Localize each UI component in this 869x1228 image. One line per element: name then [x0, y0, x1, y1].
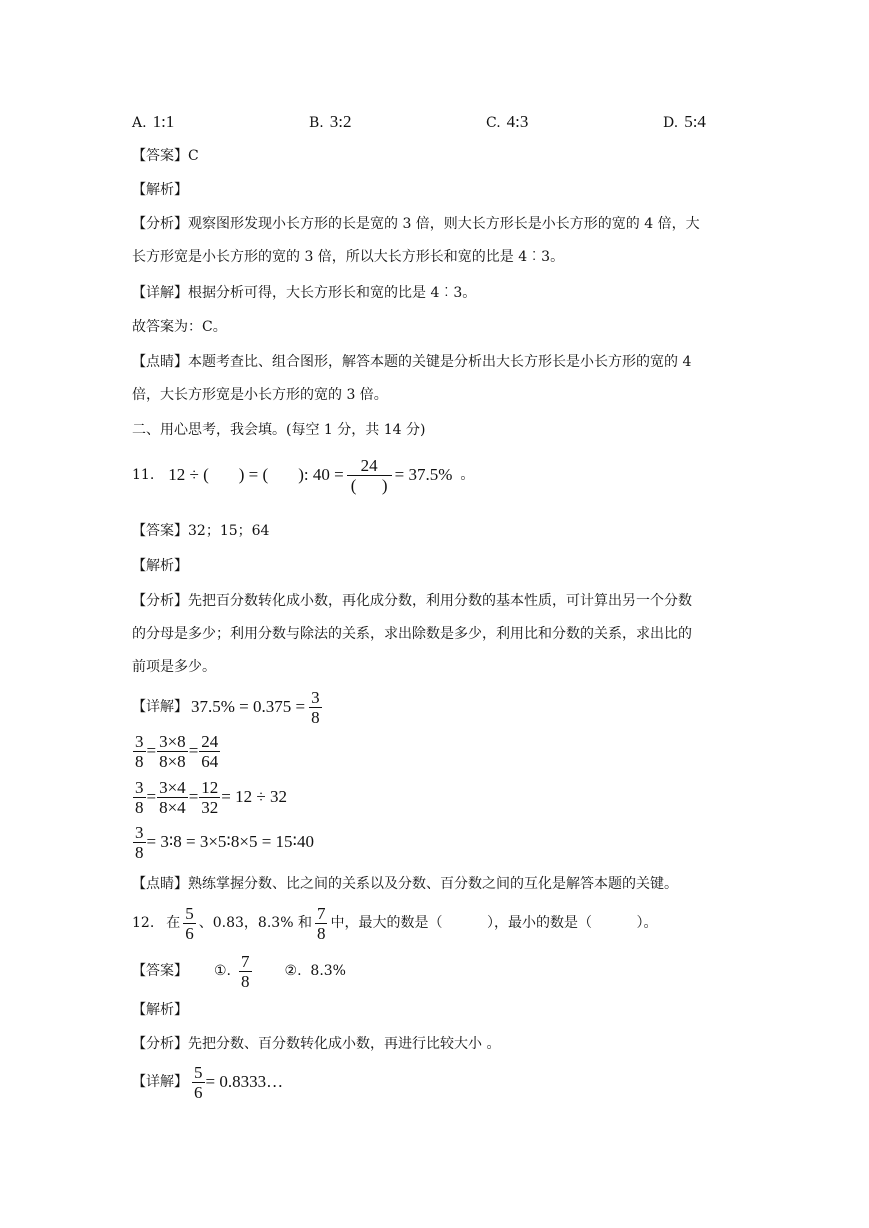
- q12-answer: [132, 950, 346, 992]
- answer-mark-1: ①.: [214, 963, 232, 979]
- option-d: [663, 112, 706, 132]
- q12-fraction: [315, 904, 328, 943]
- detail-expr: = 12 ÷ 32: [221, 787, 287, 806]
- q11-expr-a: 12 ÷ (: [168, 465, 209, 484]
- fraction-denominator: 8: [311, 707, 320, 727]
- option-letter: C.: [486, 115, 501, 131]
- answer-fraction: [239, 952, 252, 991]
- q11-question: [132, 452, 474, 498]
- q10-conclusion: 故答案为：C。: [132, 319, 227, 335]
- q12-question: [132, 902, 657, 944]
- q12-pre: 在: [166, 915, 181, 931]
- option-b: [309, 112, 351, 132]
- detail-expr: = 0.8333…: [205, 1072, 284, 1091]
- fraction-denominator: 8×4: [159, 797, 186, 817]
- q12-fraction: [183, 904, 196, 943]
- detail-fraction: [199, 732, 220, 771]
- q12-jiexi: 【解析】: [132, 1002, 188, 1018]
- fraction-numerator: 3: [135, 822, 144, 842]
- q11-expr-c: ): 40 =: [298, 465, 344, 484]
- option-letter: B.: [309, 115, 324, 131]
- option-value: 1:1: [152, 112, 175, 131]
- fraction-denominator: ( ): [350, 475, 388, 495]
- q11-analysis-line1: 【分析】先把百分数转化成小数，再化成分数，利用分数的基本性质，可计算出另一个分数: [132, 593, 692, 609]
- detail-fraction: [157, 732, 188, 771]
- fraction-denominator: 8: [241, 971, 250, 991]
- q11-detail-line4: [132, 821, 314, 863]
- q10-comment-line2: 倍，大长方形宽是小长方形的宽的 3 倍。: [132, 387, 388, 403]
- option-value: 3:2: [329, 112, 352, 131]
- q11-comment: 【点睛】熟练掌握分数、比之间的关系以及分数、百分数之间的互化是解答本题的关键。: [132, 876, 678, 892]
- option-letter: A.: [132, 115, 147, 131]
- q10-analysis-line2: 长方形宽是小长方形的宽的 3 倍，所以大长方形长和宽的比是 4︰3。: [132, 249, 565, 265]
- q11-jiexi: 【解析】: [132, 558, 188, 574]
- q11-analysis-line3: 前项是多少。: [132, 659, 216, 675]
- detail-fraction: [309, 688, 322, 727]
- q10-jiexi: 【解析】: [132, 182, 188, 198]
- fraction-numerator: 3: [135, 777, 144, 797]
- q10-detail: 【详解】根据分析可得，大长方形长和宽的比是 4︰3。: [132, 285, 477, 301]
- q11-fraction: [347, 456, 392, 495]
- q11-expr-d: = 37.5%: [394, 465, 453, 484]
- fraction-numerator: 24: [201, 731, 219, 751]
- option-value: 4:3: [506, 112, 529, 131]
- detail-fraction: [133, 778, 146, 817]
- answer-label: 【答案】: [132, 963, 188, 979]
- q11-tail: 。: [460, 467, 475, 483]
- q11-expr-b: ) = (: [238, 465, 269, 484]
- q10-comment-line1: 【点睛】本题考查比、组合图形，解答本题的关键是分析出大长方形长是小长方形的宽的 4: [132, 354, 692, 370]
- q12-post: 中，最大的数是（ ），最小的数是（ ）。: [330, 915, 658, 931]
- fraction-numerator: 3×8: [159, 731, 186, 751]
- detail-expr: = 3∶8 = 3×5∶8×5 = 15∶40: [146, 832, 314, 851]
- fraction-denominator: 8: [135, 751, 144, 771]
- q11-analysis-line2: 的分母是多少；利用分数与除法的关系，求出除数是多少，利用比和分数的关系，求出比的: [132, 626, 692, 642]
- q10-answer: 【答案】C: [132, 148, 199, 164]
- detail-expr: 37.5% = 0.375 =: [191, 697, 306, 716]
- option-a: [132, 112, 174, 132]
- question-number: 12.: [132, 915, 155, 931]
- fraction-numerator: 3×4: [159, 777, 186, 797]
- q11-detail-line2: $\frac{3}{8}$ = $\frac{3\times 8}{8\times 8}$ = $\frac{24}{64}$: [135, 731, 219, 771]
- fraction-denominator: 8: [135, 842, 144, 862]
- section-heading: 二、用心思考，我会填。(每空 1 分，共 14 分): [132, 422, 426, 438]
- fraction-numerator: 7: [241, 951, 250, 971]
- option-c: [486, 112, 528, 132]
- q12-analysis: 【分析】先把分数、百分数转化成小数，再进行比较大小 。: [132, 1036, 501, 1052]
- q11-detail-line3: $\frac{3}{8}$ = $\frac{3\times 4}{8\times 4}$ = $\frac{12}{32}$ = 12 ÷ 32: [135, 777, 287, 817]
- fraction-denominator: 8: [316, 923, 326, 943]
- detail-label: 【详解】: [132, 1074, 188, 1090]
- q10-analysis-line1: 【分析】观察图形发现小长方形的长是宽的 3 倍，则大长方形长是小长方形的宽的 4 倍，大: [132, 216, 700, 232]
- fraction-numerator: 24: [347, 456, 392, 476]
- detail-fraction: [157, 778, 188, 817]
- fraction-denominator: 6: [194, 1082, 203, 1102]
- q12-mid: 、0.83，8.3% 和: [198, 915, 312, 931]
- detail-fraction: [133, 732, 146, 771]
- fraction-numerator: 3: [135, 731, 144, 751]
- q11-detail-line1: [132, 686, 323, 728]
- fraction-numerator: 12: [201, 777, 219, 797]
- answer-mark-2: ②. 8.3%: [284, 963, 346, 979]
- detail-label: 【详解】: [132, 699, 188, 715]
- detail-fraction: [133, 823, 146, 862]
- fraction-numerator: 5: [194, 1062, 203, 1082]
- q11-answer: 【答案】32；15；64: [132, 523, 270, 539]
- fraction-denominator: 6: [185, 923, 194, 943]
- fraction-denominator: 8×8: [159, 751, 186, 771]
- fraction-numerator: 3: [311, 687, 320, 707]
- fraction-denominator: 8: [135, 797, 144, 817]
- question-number: 11.: [132, 467, 155, 483]
- option-letter: D.: [663, 115, 679, 131]
- fraction-denominator: 64: [201, 751, 219, 771]
- detail-fraction: [192, 1063, 205, 1102]
- q12-detail: [132, 1061, 283, 1103]
- fraction-denominator: 32: [201, 797, 219, 817]
- fraction-numerator: 5: [185, 903, 194, 923]
- detail-fraction: [199, 778, 220, 817]
- fraction-numerator: 7: [316, 903, 326, 923]
- option-value: 5:4: [684, 112, 706, 131]
